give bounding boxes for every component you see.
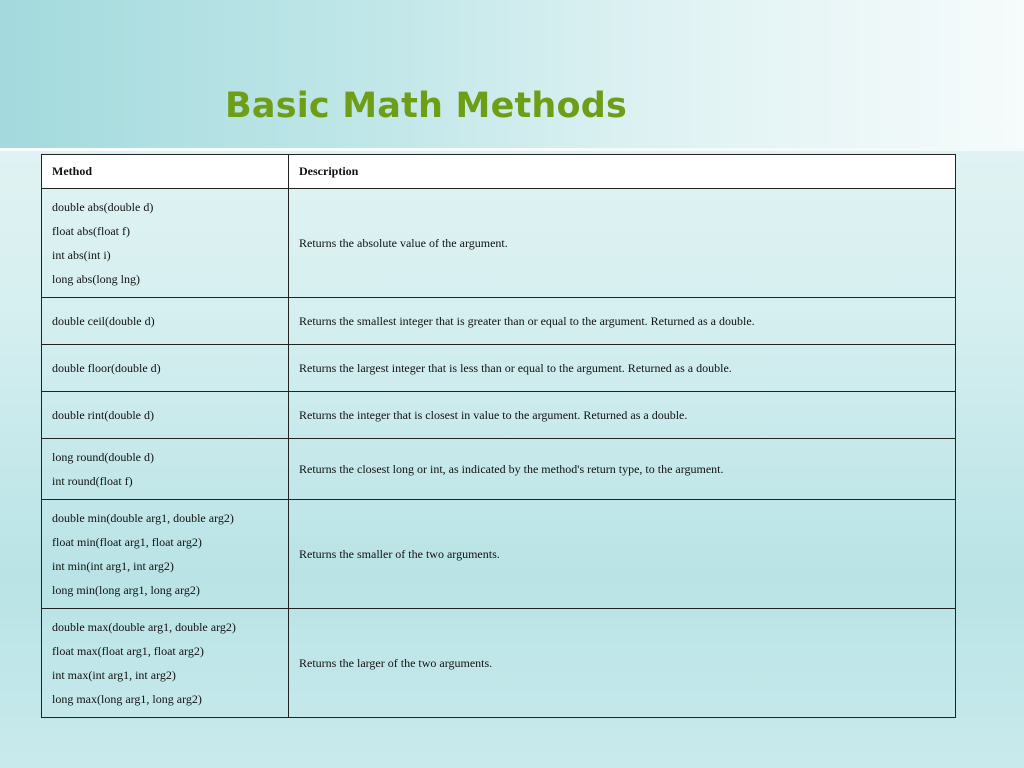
slide-title: Basic Math Methods	[225, 86, 628, 126]
method-signature: double ceil(double d)	[52, 314, 155, 328]
method-signature: double max(double arg1, double arg2)	[52, 620, 236, 634]
table-row	[42, 500, 956, 609]
description-cell: Returns the smaller of the two arguments.	[289, 500, 956, 609]
description-cell: Returns the integer that is closest in value to the argument. Returned as a double.	[289, 392, 956, 439]
method-signature: double rint(double d)	[52, 408, 154, 422]
table-header-row	[42, 155, 956, 189]
method-signature: int round(float f)	[52, 474, 133, 488]
method-signature: int min(int arg1, int arg2)	[52, 559, 174, 573]
method-signature: long min(long arg1, long arg2)	[52, 583, 200, 597]
method-column-header: Method	[42, 155, 289, 189]
method-signature: long round(double d)	[52, 450, 154, 464]
table-row	[42, 345, 956, 392]
description-column-header: Description	[289, 155, 956, 189]
table-row	[42, 189, 956, 298]
method-cell	[42, 609, 289, 718]
math-methods-table	[41, 154, 956, 718]
table-row	[42, 439, 956, 500]
description-cell: Returns the smallest integer that is greater than or equal to the argument. Returned as a double.	[289, 298, 956, 345]
method-cell	[42, 189, 289, 298]
method-signature: long abs(long lng)	[52, 272, 140, 286]
math-methods-table-wrap	[41, 154, 955, 718]
method-cell	[42, 298, 289, 345]
description-cell: Returns the largest integer that is less than or equal to the argument. Returned as a double.	[289, 345, 956, 392]
method-cell	[42, 439, 289, 500]
description-cell: Returns the larger of the two arguments.	[289, 609, 956, 718]
table-row	[42, 298, 956, 345]
table-row	[42, 609, 956, 718]
method-signature: double floor(double d)	[52, 361, 161, 375]
method-signature: float max(float arg1, float arg2)	[52, 644, 204, 658]
method-cell	[42, 345, 289, 392]
method-signature: int max(int arg1, int arg2)	[52, 668, 176, 682]
method-cell	[42, 500, 289, 609]
description-cell: Returns the absolute value of the argument.	[289, 189, 956, 298]
description-cell: Returns the closest long or int, as indicated by the method's return type, to the argument.	[289, 439, 956, 500]
method-cell	[42, 392, 289, 439]
method-signature: float abs(float f)	[52, 224, 130, 238]
method-signature: double min(double arg1, double arg2)	[52, 511, 234, 525]
method-signature: int abs(int i)	[52, 248, 111, 262]
method-signature: float min(float arg1, float arg2)	[52, 535, 202, 549]
method-signature: double abs(double d)	[52, 200, 154, 214]
table-row	[42, 392, 956, 439]
method-signature: long max(long arg1, long arg2)	[52, 692, 202, 706]
